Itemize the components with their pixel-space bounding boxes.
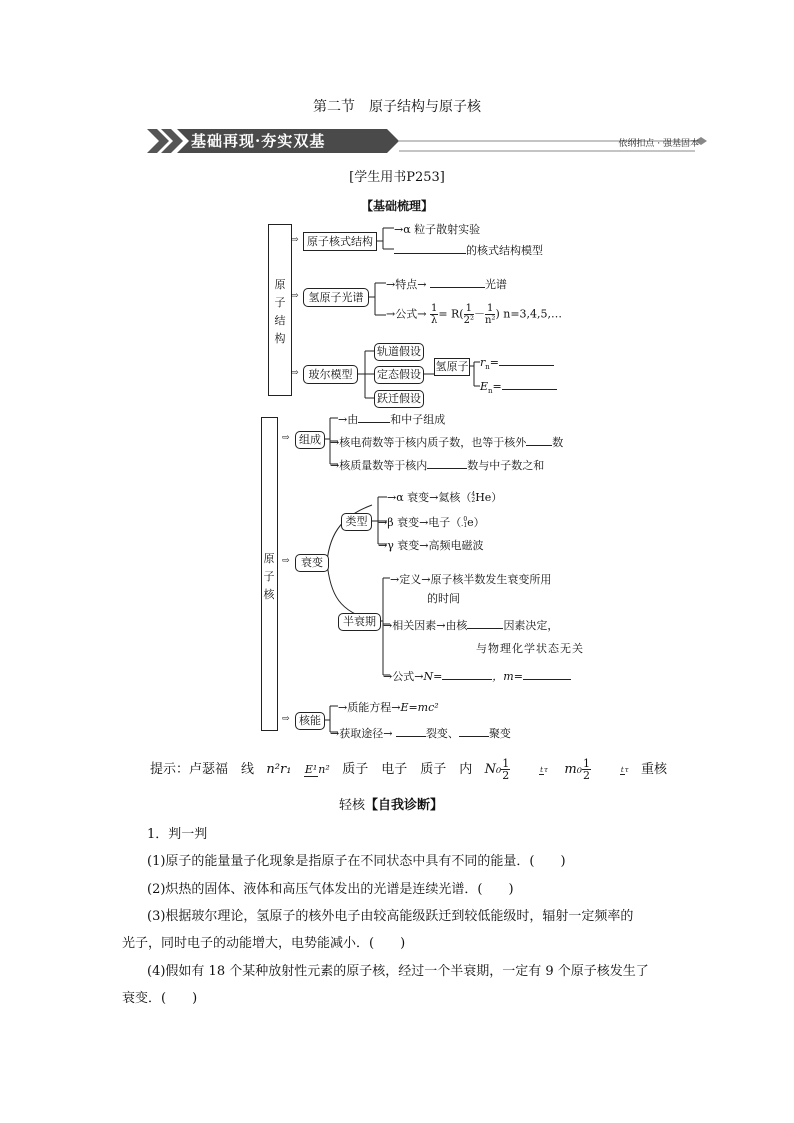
spectrum-feature: →特点→ 光谱 (386, 278, 507, 291)
nuclear-model-item2: 的核式结构模型 (394, 242, 543, 258)
half-life-node: 半衰期 (338, 613, 381, 631)
book-reference: [学生用书P253] (349, 170, 445, 185)
question-3-line-1: (3)根据玻尔理论，氢原子的核外电子由较高能级跃迁到较低能级时，辐射一定频率的 (147, 909, 634, 924)
question-3-line-2: 光子，同时电子的动能增大，电势能减小．( ) (122, 936, 406, 951)
section-heading: 【基础梳理】 (360, 199, 433, 213)
nuclear-energy-node: 核能 (295, 712, 325, 730)
mass-energy-equation: →质能方程→E=mc² (338, 701, 439, 714)
nuclear-model-item1: →α 粒子散射实验 (394, 223, 481, 236)
question-1: (1)原子的能量量子化现象是指原子在不同状态中具有不同的能量．( ) (147, 854, 566, 869)
arrow-icon: ⇨ (291, 291, 299, 301)
arrow-icon: ⇨ (291, 235, 299, 245)
half-life-formula: →公式→N= ，m= (383, 668, 571, 684)
hydrogen-spectrum-node: 氢原子光谱 (303, 288, 369, 307)
arrow-icon: ⇨ (282, 556, 290, 566)
beta-decay: →β 衰变→电子（ 0 -1 e） (378, 516, 485, 529)
banner-title: 基础再现·夯实双基 (191, 132, 326, 150)
alpha-decay: →α 衰变→氦核（ 4 2 He） (387, 491, 503, 504)
spectrum-formula: →公式→ $\frac{1}{\lambda}$ = R( $\frac{1}{\text{2²}}$ － $\frac{1}{\text{n²}}$ ) n=3,4,5,… (386, 303, 563, 326)
decay-type-node: 类型 (341, 513, 372, 531)
nuclear-model-node: 原子核式结构 (303, 232, 377, 251)
bohr-model-node: 玻尔模型 (303, 365, 358, 384)
hint-line-2: 轻核【自我诊断】 (339, 798, 444, 813)
arrow-icon: ⇨ (291, 368, 299, 378)
question-2: (2)炽热的固体、液体和高压气体发出的光谱是连续光谱．( ) (147, 882, 514, 897)
half-life-factor: →相关因素→由核 因素决定， (383, 619, 559, 632)
nucleus-label: 原 子 核 (263, 552, 275, 601)
energy-sources: →获取途径→ 裂变、 聚变 (330, 727, 511, 740)
composition-item1: →由 和中子组成 (338, 413, 446, 426)
hint-line: 提示：卢瑟福 线 n²r₁ E¹n² 质子 电子 质子 内 N₀ $\frac{1}{2}$ tτ m₀ $\frac{1}{2}$ tτ 重核 (150, 757, 667, 782)
transition-postulate: 跃迁假设 (374, 390, 424, 408)
half-life-factor-2: 与物理化学状态无关 (476, 642, 584, 655)
gamma-decay: →γ 衰变→高频电磁波 (378, 539, 484, 552)
En-formula: $E_n=$ (480, 379, 557, 395)
composition-item3: →核质量数等于核内 数与中子数之和 (330, 459, 545, 472)
half-life-definition-2: 的时间 (427, 592, 460, 605)
decay-node: 衰变 (295, 554, 329, 572)
arrow-icon: ⇨ (282, 714, 290, 724)
question-heading: 1．判一判 (147, 827, 208, 842)
question-4-line-2: 衰变．( ) (122, 991, 198, 1006)
stationary-postulate: 定态假设 (374, 366, 424, 384)
composition-node: 组成 (295, 431, 325, 449)
half-life-definition: →定义→原子核半数发生衰变所用 (390, 573, 552, 586)
page-title: 第二节 原子结构与原子核 (313, 99, 481, 115)
composition-item2: →核电荷数等于核内质子数，也等于核外 数 (330, 436, 564, 449)
rn-formula: $r_n=$ (480, 355, 554, 371)
hydrogen-atom-node: 氢原子 (434, 358, 470, 376)
banner-subtitle: 依纲扣点 · 强基固本 (618, 139, 699, 149)
question-4-line-1: (4)假如有 18 个某种放射性元素的原子核，经过一个半衰期，一定有 9 个原子核发生了 (147, 964, 649, 979)
atomic-structure-label: 原 子 结 构 (274, 278, 286, 345)
arrow-icon: ⇨ (282, 433, 290, 443)
orbit-postulate: 轨道假设 (374, 343, 424, 361)
